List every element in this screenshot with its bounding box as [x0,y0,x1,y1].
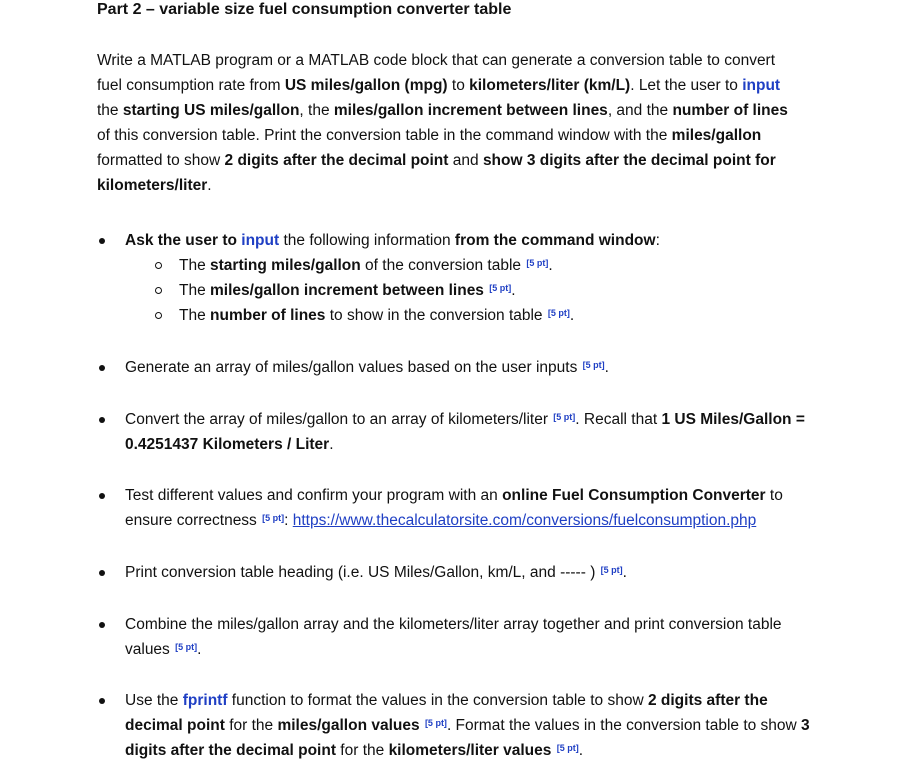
conversion-factor: 1 US Miles/Gallon = 0.4251437 Kilometers / Liter [125,411,805,453]
sub-text: . [548,257,553,274]
intro-3-digits: show 3 digits after the decimal point for kilometers/liter [97,152,776,194]
points-badge: [5 pt] [600,565,623,575]
bullet-text: for the [224,717,278,734]
intro-text: Write a MATLAB program or a MATLAB code block that can generate a conversion table to convert fuel consumption rate from [97,52,776,94]
bullet-text: to ensure correctness [125,487,783,529]
sub-text: The [179,257,211,274]
bullet-text: the following information [279,232,455,249]
bullet-dot-icon [99,238,105,244]
bullet-text: for the [336,742,389,759]
converter-link[interactable]: https://www.thecalculatorsite.com/conversions/fuelconsumption.php [292,512,757,529]
intro-text: formatted to show [97,152,225,169]
sub-text: . [569,307,575,324]
points-badge: [5 pt] [526,258,549,268]
sub-text: number of lines [210,307,326,324]
bullet-text: miles/gallon values [277,717,420,734]
sub-text: . [511,282,516,299]
intro-mpg: US miles/gallon (mpg) [284,77,448,94]
bullet-text: : [284,512,293,529]
bullet-text: . [622,564,627,581]
intro-text: , the [299,102,334,119]
points-badge: [5 pt] [175,642,198,652]
sub-text: to show in the conversion table [325,307,547,324]
bullet-text: 2 digits after the decimal point [125,692,768,734]
points-badge: [5 pt] [547,308,570,318]
fprintf-keyword: fprintf [182,692,228,709]
bullet-text: Convert the array of miles/gallon to an array of kilometers/liter [125,411,553,428]
bullet-text: . [604,359,609,376]
intro-text: , and the [607,102,673,119]
sub-bullet-circle-icon [155,287,162,294]
bullet-dot-icon [99,417,105,423]
sub-bullet-circle-icon [155,312,162,319]
bullet-text: . Format the values in the conversion table to show [446,717,802,734]
bullet-text: Test different values and confirm your program with an [125,487,503,504]
bullet-text: Print conversion table heading (i.e. US Miles/Gallon, km/L, and ----- ) [125,564,600,581]
sub-text: of the conversion table [360,257,526,274]
points-badge: [5 pt] [262,513,285,523]
intro-text: to [447,77,470,94]
sub-text: The [179,282,211,299]
page-title: Part 2 – variable size fuel consumption converter table [97,1,512,18]
intro-text: . Let the user to [630,77,743,94]
points-badge: [5 pt] [553,412,576,422]
bullet-text: kilometers/liter values [388,742,552,759]
sub-bullet-circle-icon [155,262,162,269]
sub-text: miles/gallon increment between lines [210,282,484,299]
bullet-dot-icon [99,698,105,704]
bullet-text: Ask the user to [125,232,242,249]
bullet-text [551,742,555,759]
intro-text: of this conversion table. Print the conversion table in the command window with the [97,127,672,144]
bullet-text: online Fuel Consumption Converter [502,487,766,504]
bullet-text: Combine the miles/gallon array and the kilometers/liter array together and print conversion table values [125,616,782,658]
sub-text: The [179,307,211,324]
intro-text: . [207,177,212,194]
bullet-text: from the command window [454,232,656,249]
intro-increment: miles/gallon increment between lines [333,102,608,119]
intro-2-digits: 2 digits after the decimal point [224,152,449,169]
bullet-text: . [578,742,584,759]
bullet-dot-icon [99,493,105,499]
bullet-text: . [329,436,334,453]
intro-text: the [97,102,123,119]
bullet-text: Use the [125,692,183,709]
intro-starting: starting US miles/gallon [122,102,300,119]
bullet-dot-icon [99,570,105,576]
bullet-text: . Recall that [575,411,662,428]
sub-text: starting miles/gallon [210,257,361,274]
bullet-dot-icon [99,622,105,628]
bullet-dot-icon [99,365,105,371]
intro-mpg-format: miles/gallon [671,127,762,144]
bullet-text: Generate an array of miles/gallon values based on the user inputs [125,359,582,376]
intro-input-keyword: input [742,77,781,94]
points-badge: [5 pt] [489,283,512,293]
bullet-text [420,717,424,734]
sub-text [484,282,488,299]
bullet-text: 3 digits after the decimal point [125,717,810,759]
intro-paragraph [97,48,797,198]
bullet-text: . [197,641,202,658]
bullet-text: function to format the values in the conversion table to show [227,692,648,709]
points-badge: [5 pt] [582,360,605,370]
intro-text: and [448,152,483,169]
points-badge: [5 pt] [556,743,579,753]
intro-kml: kilometers/liter (km/L) [469,77,631,94]
points-badge: [5 pt] [424,718,447,728]
input-keyword: input [241,232,280,249]
intro-lines: number of lines [672,102,788,119]
bullet-text: : [655,232,660,249]
